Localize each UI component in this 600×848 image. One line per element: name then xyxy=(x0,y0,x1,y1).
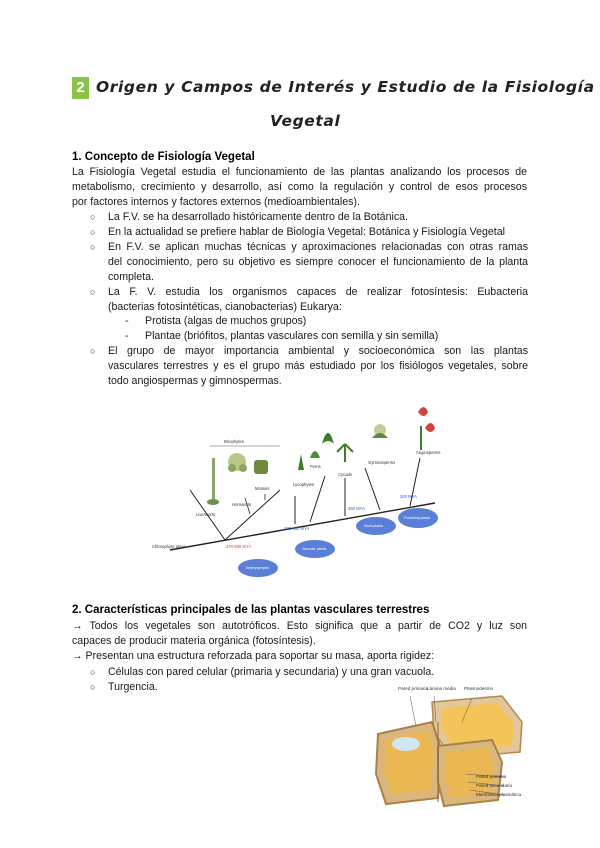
bullet-text: El grupo de mayor importancia ambiental y socioeconómica son las plantas xyxy=(108,345,528,357)
nucleus-shape xyxy=(392,737,420,751)
section1-intro-line: por factores internos y factores externos (medioambientales). xyxy=(72,196,360,208)
section1-bullet xyxy=(90,344,528,389)
circle-bullet-icon: ○ xyxy=(90,346,96,356)
subbullet-text: Protista (algas de muchos grupos) xyxy=(145,315,307,327)
node-embryophytes xyxy=(238,559,278,577)
dash-bullet-icon: - xyxy=(125,315,129,327)
age-label-4: 200 MYA xyxy=(400,494,417,499)
bullet-text: todo angiospermas y gimnospermas. xyxy=(108,375,282,387)
chapter-number-badge: 2 xyxy=(72,77,89,99)
section1-bullet xyxy=(90,210,408,225)
node-vascular xyxy=(295,540,335,558)
section1-intro-line: La Fisiología Vegetal estudia el funcionamiento de las plantas analizando los procesos de xyxy=(72,166,527,178)
gymnosperms-label: Gymnosperms xyxy=(368,460,396,465)
circle-bullet-icon: ○ xyxy=(90,667,96,677)
chapter-title-line1: Origen y Campos de Interés y Estudio de la Fisiología xyxy=(96,78,595,96)
age-label-3: 360 MYA xyxy=(348,506,365,511)
section2-bullet xyxy=(90,680,158,695)
chapter-title xyxy=(72,76,595,130)
node-flowering xyxy=(398,508,438,528)
section1-heading: 1. Concepto de Fisiología Vegetal xyxy=(72,151,255,163)
circle-bullet-icon: ○ xyxy=(90,287,96,297)
section1-bullet xyxy=(90,225,505,240)
section2-heading: 2. Características principales de las plantas vasculares terrestres xyxy=(72,604,430,616)
moss-plant-icon xyxy=(254,460,268,474)
section1-subbullet xyxy=(125,314,307,329)
label-secondary-wall: Pared secundaria xyxy=(476,783,513,788)
section1-bullet xyxy=(90,285,528,315)
chlorophyte-label: Chlorophyte algae xyxy=(152,544,186,549)
bullet-text: La F.V. se ha desarrollado históricamente dentro de la Botánica. xyxy=(108,211,408,223)
bullet-text: La F. V. estudia los organismos capaces de realizar fotosíntesis: Eubacteria xyxy=(108,286,528,298)
chapter-title-line2: Vegetal xyxy=(270,112,341,130)
liverwort-plant-icon xyxy=(207,458,219,505)
plant-cell-figure xyxy=(372,682,532,810)
front-right-cell-vacuole xyxy=(446,747,494,798)
angiosperms-label: Angiosperms xyxy=(416,450,441,455)
liverworts-label: Liverworts xyxy=(196,512,216,517)
bullet-text: completa. xyxy=(108,271,154,283)
hornwort-plant-icon xyxy=(228,453,247,472)
bryophytes-label: Briophytes xyxy=(224,439,244,444)
section1-intro-line: metabolismo, crecimiento y desarrollo, así como la regulación y control de esos procesos xyxy=(72,181,527,193)
label-primary-wall-2: Pared primaria xyxy=(476,774,507,779)
bullet-text: vasculares terrestres y es el grupo más estudiado por los fisiólogos vegetales, sobre xyxy=(108,360,528,372)
dash-bullet-icon: - xyxy=(125,330,129,342)
ferns-label: Ferns xyxy=(310,464,321,469)
section2-bullet xyxy=(90,665,435,680)
section2-intro-line: → Presentan una estructura reforzada para soportar su masa, aporta rigidez: xyxy=(72,650,435,662)
svg-text:Vascular plants: Vascular plants xyxy=(302,547,327,551)
label-plasmodesma: Plasmodesmo xyxy=(464,686,494,691)
node-seed xyxy=(356,517,396,535)
circle-bullet-icon: ○ xyxy=(90,227,96,237)
cycad-plant-icon xyxy=(337,444,353,462)
angiosperm-plant-icon xyxy=(418,407,435,450)
subbullet-text: Plantae (briófitos, plantas vasculares con semilla y sin semilla) xyxy=(145,330,439,342)
circle-bullet-icon: ○ xyxy=(90,682,96,692)
label-primary-wall: Pared primaria xyxy=(398,686,429,691)
lycophytes-label: Lycophytes xyxy=(293,482,315,487)
circle-bullet-icon: ○ xyxy=(90,242,96,252)
bullet-text: En F.V. se aplican muchas técnicas y aproximaciones relacionadas con otras ramas xyxy=(108,241,528,253)
label-plasma-membrane: Membrana plasmática xyxy=(476,792,522,797)
bullet-text: del conocimiento, pero su objetivo es siempre conocer el funcionamiento de la planta xyxy=(108,256,528,268)
section2-intro-line: capaces de producir materia orgánica (fotosíntesis). xyxy=(72,635,316,647)
bullet-text: En la actualidad se prefiere hablar de Biología Vegetal: Botánica y Fisiología Vegetal xyxy=(108,226,505,238)
phylogeny-figure xyxy=(150,398,450,588)
bullet-text: Células con pared celular (primaria y secundaria) y una gran vacuola. xyxy=(108,666,435,678)
lycophyte-plant-icon xyxy=(298,454,304,470)
hornworts-label: Hornworts xyxy=(232,502,252,507)
section1-bullet xyxy=(90,240,528,285)
bullet-text: (bacterias fotosintéticas, cianobacterias) Eukarya: xyxy=(108,301,342,313)
svg-text:Flowering plants: Flowering plants xyxy=(404,516,431,520)
mosses-label: Mosses xyxy=(255,486,270,491)
gymnosperm-plant-icon xyxy=(372,424,388,438)
bullet-text: Turgencia. xyxy=(108,681,158,693)
age-label-2: 400-450 MYA xyxy=(284,526,310,531)
section2-intro-line: → Todos los vegetales son autotróficos. Esto significa que a partir de CO2 y luz son xyxy=(72,620,527,632)
section1-intro xyxy=(72,165,527,210)
label-middle-lamella: Lámina media xyxy=(427,686,456,691)
circle-bullet-icon: ○ xyxy=(90,212,96,222)
svg-text:Seed plants: Seed plants xyxy=(364,524,383,528)
fern-plant-icon xyxy=(310,433,334,458)
cycads-label: Cycads xyxy=(338,472,352,477)
age-label-1: 470-500 MYA xyxy=(226,544,252,549)
section2-intro xyxy=(72,619,527,664)
svg-text:Embryophytes: Embryophytes xyxy=(246,566,269,570)
section1-subbullet xyxy=(125,329,439,344)
